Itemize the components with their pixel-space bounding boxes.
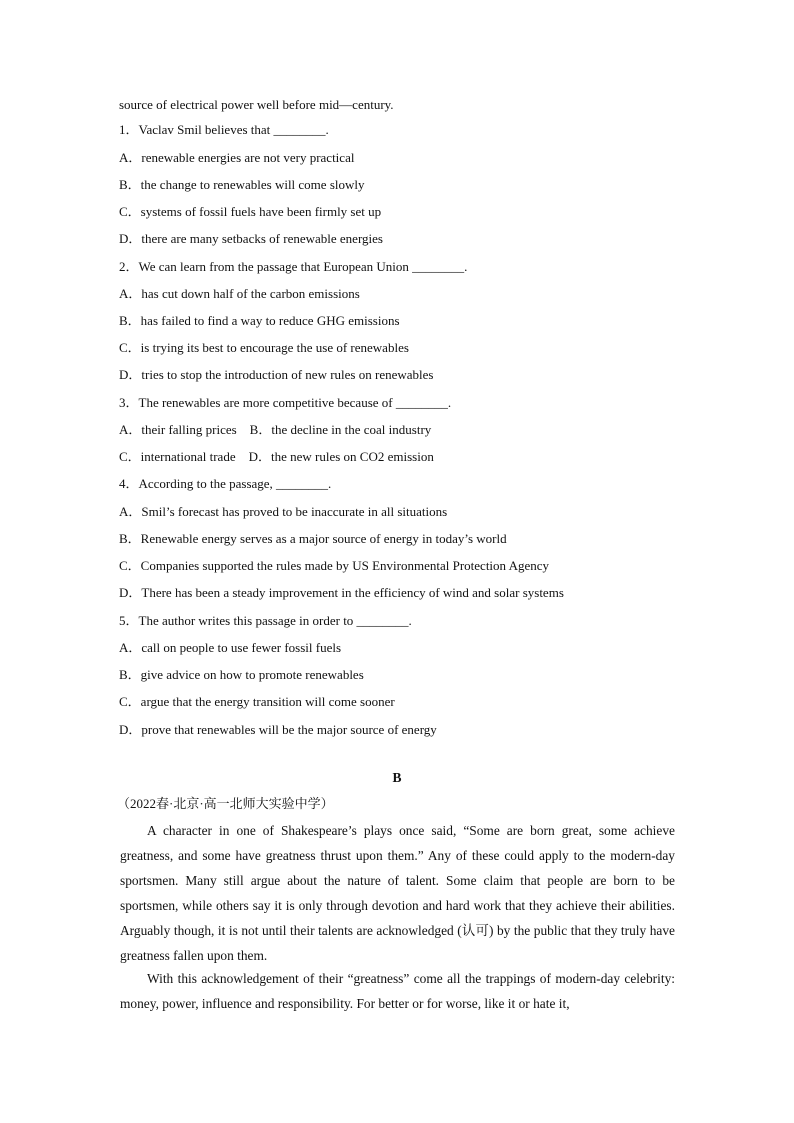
- question-2-stem: 2．We can learn from the passage that European Union ________.: [119, 259, 468, 274]
- question-5-option-d: D．prove that renewables will be the major source of energy: [119, 722, 437, 737]
- passage-paragraph-2: With this acknowledgement of their “greatness” come all the trappings of modern-day celebrity: money, power, influence and responsibility. For better or for worse, like it or hate it,: [120, 971, 675, 1011]
- question-4-option-c: C．Companies supported the rules made by US Environmental Protection Agency: [119, 558, 550, 573]
- question-2-option-b: B．has failed to find a way to reduce GHG emissions: [119, 313, 400, 328]
- question-5-option-c: C．argue that the energy transition will come sooner: [119, 694, 395, 709]
- question-3-stem: 3．The renewables are more competitive because of ________.: [119, 395, 452, 410]
- passage-paragraph-1: A character in one of Shakespeare’s plays once said, “Some are born great, some achieve greatness, and some have greatness thrust upon them.” Any of these could apply to the modern-day sportsmen. Many still argue about the nature of talent. Some claim that people are born to be sportsmen, while others say it is only through devotion and hard work that they achieve their abilities. Arguably though, it is not until their talents are acknowledged (认可) by the public that they truly have greatness fallen upon them.: [120, 823, 675, 963]
- question-1-option-c: C．systems of fossil fuels have been firmly set up: [119, 204, 382, 219]
- question-4-stem: 4．According to the passage, ________.: [119, 476, 332, 491]
- question-1-stem: 1．Vaclav Smil believes that ________.: [119, 122, 329, 137]
- question-5-option-b: B．give advice on how to promote renewables: [119, 667, 364, 682]
- question-1-option-d: D．there are many setbacks of renewable energies: [119, 231, 383, 246]
- question-2-option-d: D．tries to stop the introduction of new rules on renewables: [119, 367, 434, 382]
- source-note: （2022春·北京·高一北师大实验中学）: [117, 796, 334, 811]
- section-heading: B: [392, 770, 402, 785]
- question-3-options-ab: A．their falling prices B．the decline in the coal industry: [119, 422, 432, 437]
- question-4-option-a: A．Smil’s forecast has proved to be inaccurate in all situations: [119, 504, 448, 519]
- question-2-option-c: C．is trying its best to encourage the use of renewables: [119, 340, 409, 355]
- question-4-option-d: D．There has been a steady improvement in the efficiency of wind and solar systems: [119, 585, 564, 600]
- question-5-stem: 5．The author writes this passage in order to ________.: [119, 613, 412, 628]
- question-2-option-a: A．has cut down half of the carbon emissions: [119, 286, 360, 301]
- lead-line: source of electrical power well before mid—century.: [119, 97, 394, 112]
- question-1-option-b: B．the change to renewables will come slowly: [119, 177, 365, 192]
- question-4-option-b: B．Renewable energy serves as a major source of energy in today’s world: [119, 531, 507, 546]
- question-3-options-cd: C．international trade D．the new rules on CO2 emission: [119, 449, 434, 464]
- question-5-option-a: A．call on people to use fewer fossil fuels: [119, 640, 342, 655]
- question-1-option-a: A．renewable energies are not very practical: [119, 150, 355, 165]
